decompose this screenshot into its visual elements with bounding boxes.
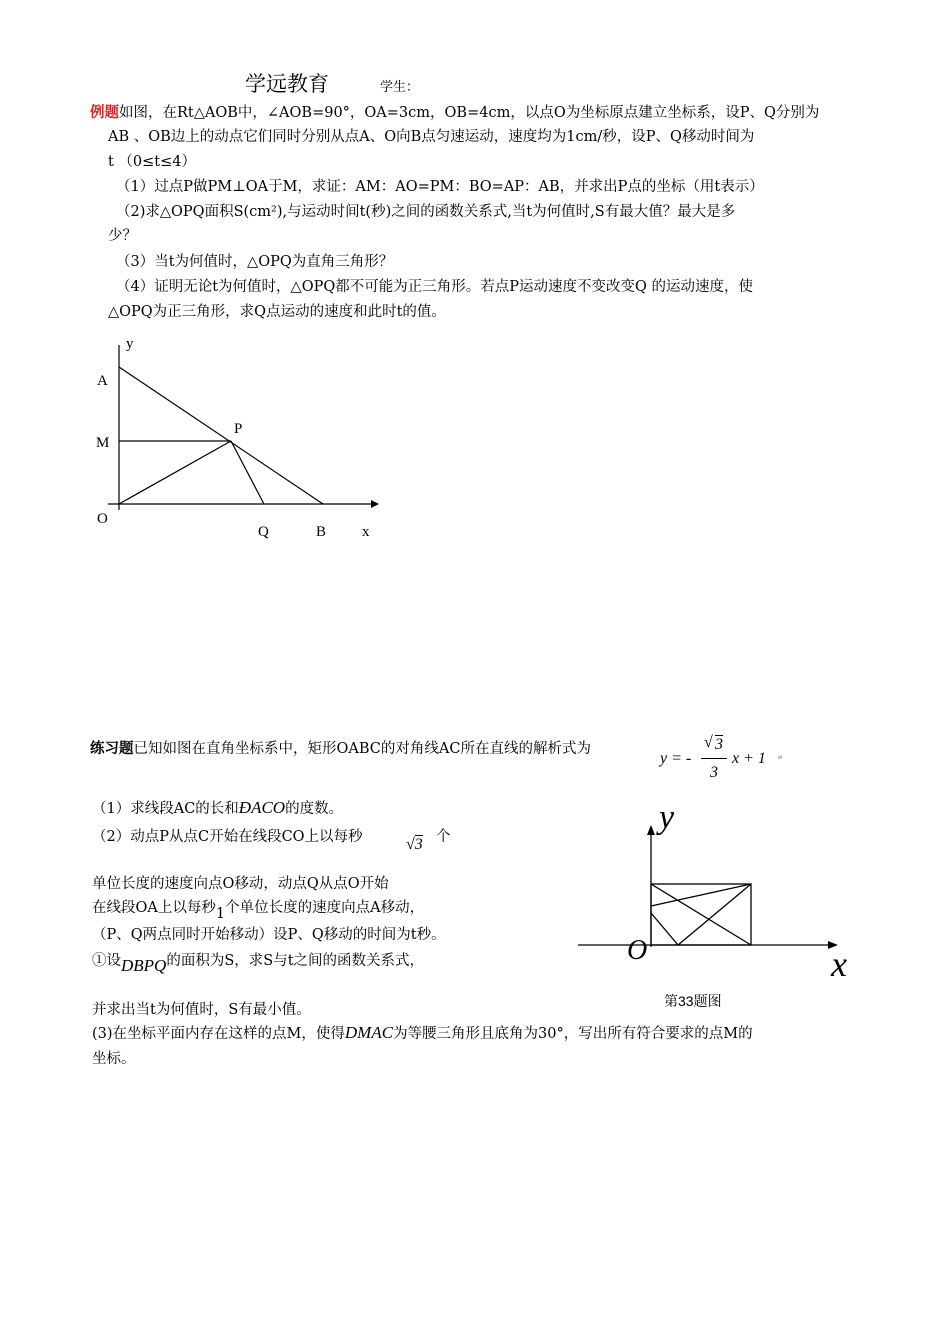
practice-question-2-line6: 并求出当t为何值时，S有最小值。 xyxy=(92,1002,311,1018)
example-intro-line1: 例题如图，在Rt△AOB中，∠AOB=90°，OA=3cm，OB=4cm，以点O为坐标原点建立坐标系，设P、Q分别为 xyxy=(90,104,820,121)
sqrt3-speed: √3 xyxy=(406,836,423,853)
fig-label-y: y xyxy=(659,799,675,836)
y-axis-arrow xyxy=(647,825,655,835)
fig-label-o: O xyxy=(627,935,648,966)
practice-question-3-line1: (3)在坐标平面内存在这样的点M，使得DMAC为等腰三角形且底角为30°，写出所有符合要求的点M的 xyxy=(92,1023,753,1042)
fig-label-b: B xyxy=(316,524,327,540)
fig-label-a: A xyxy=(97,373,108,389)
practice-question-2-unit: 个 xyxy=(436,829,451,845)
fig-label-x: x xyxy=(831,944,847,984)
diagonal-ac xyxy=(651,884,751,906)
practice-question-2-line1: （2）动点P从点C开始在线段CO上以每秒 xyxy=(92,829,363,845)
segment-op xyxy=(119,441,231,504)
practice-question-2-sub: ①设DBPQ的面积为S，求S与t之间的函数关系式， xyxy=(92,953,425,975)
fig-label-y: y xyxy=(126,336,134,352)
fig-label-m: M xyxy=(96,435,110,451)
segment-pq xyxy=(231,441,264,504)
fig-label-x: x xyxy=(362,524,370,540)
triangle-mac: DMAC xyxy=(344,1023,394,1042)
example-question-2-line2: 少？ xyxy=(108,228,137,244)
segment-qp xyxy=(651,913,678,945)
example-tag: 例题 xyxy=(90,104,119,121)
example-intro-line3: t （0≤t≤4） xyxy=(108,154,197,170)
diagonal-ob xyxy=(651,884,751,945)
example-question-4-line2: △OPQ为正三角形，求Q点运动的速度和此时t的值。 xyxy=(108,304,446,320)
practice-question-3-line2: 坐标。 xyxy=(92,1051,136,1067)
line-formula: y = - √ 3 3 x + 1 。 xyxy=(660,734,789,781)
header-title: 学远教育 xyxy=(245,72,329,96)
fig-label-p: P xyxy=(234,421,243,437)
fig-label-o: O xyxy=(97,511,108,527)
practice-question-2-line4: （P、Q两点同时开始移动）设P、Q移动的时间为t秒。 xyxy=(92,927,446,943)
example-figure xyxy=(88,330,388,545)
example-intro-line2: AB 、OB边上的动点它们同时分别从点A、O向B点匀速运动，速度均为1cm/秒，设P、Q移动时间为 xyxy=(108,129,755,145)
student-label: 学生： xyxy=(380,80,420,95)
segment-ab xyxy=(119,367,323,504)
angle-aco: ÐACO xyxy=(238,798,286,817)
segment-bp xyxy=(678,884,751,945)
fig-label-q: Q xyxy=(258,524,269,540)
figure-caption: 第33题图 xyxy=(664,993,722,1009)
example-question-2-line1: （2)求△OPQ面积S(cm²),与运动时间t(秒)之间的函数关系式,当t为何值时,S有最大值？最大是多 xyxy=(116,204,736,220)
example-question-1: （1）过点P做PM⊥OA于M，求证：AM：AO=PM：BO=AP：AB，并求出P点的坐标（用t表示） xyxy=(116,179,764,195)
triangle-bpq: DBPQ xyxy=(121,956,167,975)
x-axis-arrow xyxy=(371,500,379,508)
practice-tag: 练习题 xyxy=(90,740,134,757)
practice-intro: 练习题已知如图在直角坐标系中，矩形OABC的对角线AC所在直线的解析式为 xyxy=(90,740,591,757)
practice-question-2-line3: 在线段OA上以每秒1个单位长度的速度向点A移动， xyxy=(92,900,425,922)
practice-figure xyxy=(575,795,865,985)
formula-sqrt-sign: √ xyxy=(704,734,713,751)
practice-question-2-line2: 单位长度的速度向点O移动，动点Q从点O开始 xyxy=(92,876,389,892)
practice-question-1: （1）求线段AC的长和ÐACO的度数。 xyxy=(92,798,344,817)
example-question-4-line1: （4）证明无论t为何值时，△OPQ都不可能为正三角形。若点P运动速度不变改变Q 的运动速度，使 xyxy=(116,279,753,295)
example-question-3: （3）当t为何值时，△OPQ为直角三角形？ xyxy=(116,254,394,270)
